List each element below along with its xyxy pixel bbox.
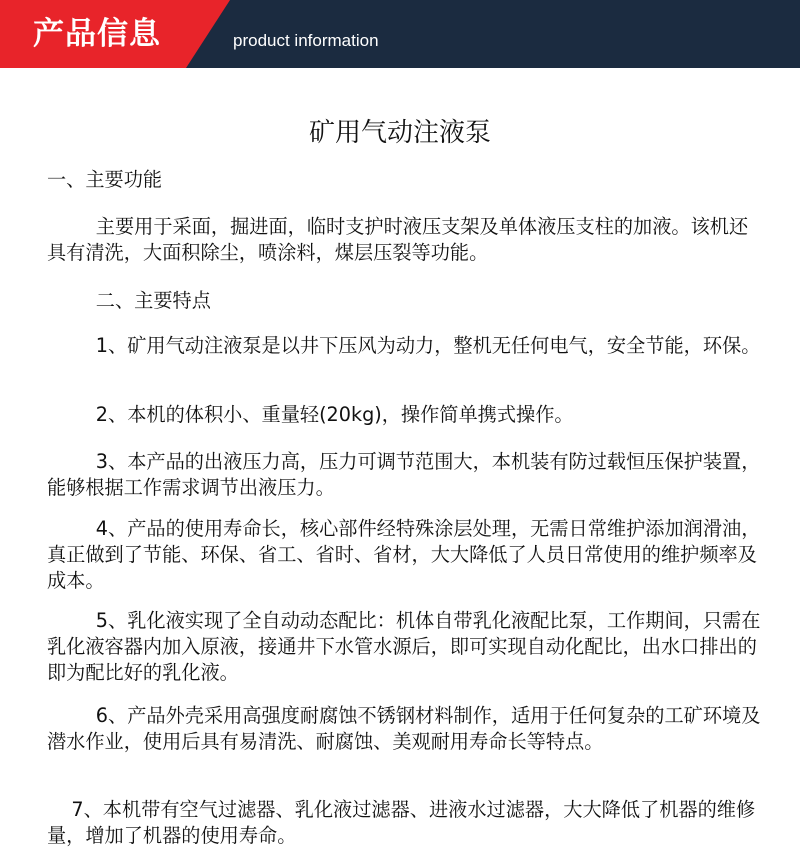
document-title: 矿用气动注液泵 [308,118,491,148]
banner-subtitle: product information [233,31,379,50]
feature-item-5: 5、乳化液实现了全自动动态配比：机体自带乳化液配比泵，工作期间，只需在乳化液容器内加入原液，接通井下水管水源后，即可实现自动化配比，出水口排出的即为配比好的乳化液。 [47,609,761,684]
section-heading-main-features: 二、主要特点 [47,289,211,312]
feature-item-4: 4、产品的使用寿命长，核心部件经特殊涂层处理，无需日常维护添加润滑油，真正做到了节能、环保、省工、省时、省材，大大降低了人员日常使用的维护频率及成本。 [47,517,761,592]
feature-item-1: 1、矿用气动注液泵是以井下压风为动力，整机无任何电气，安全节能，环保。 [47,334,761,357]
feature-item-3: 3、本产品的出液压力高，压力可调节范围大，本机装有防过载恒压保护装置，能够根据工作需求调节出液压力。 [47,450,761,499]
section-heading-main-functions: 一、主要功能 [47,168,163,191]
banner-title: 产品信息 [33,16,161,52]
feature-item-6: 6、产品外壳采用高强度耐腐蚀不锈钢材料制作，适用于任何复杂的工矿环境及潜水作业，使用后具有易清洗、耐腐蚀、美观耐用寿命长等特点。 [47,704,761,753]
product-info-banner [0,0,800,68]
feature-item-7: 7、本机带有空气过滤器、乳化液过滤器、进液水过滤器，大大降低了机器的维修量，增加了机器的使用寿命。 [47,798,756,847]
paragraph-main-functions: 主要用于采面，掘进面，临时支护时液压支架及单体液压支柱的加液。该机还具有清洗，大面积除尘，喷涂料，煤层压裂等功能。 [47,215,749,264]
feature-item-2: 2、本机的体积小、重量轻(20kg)，操作简单携式操作。 [47,403,574,426]
